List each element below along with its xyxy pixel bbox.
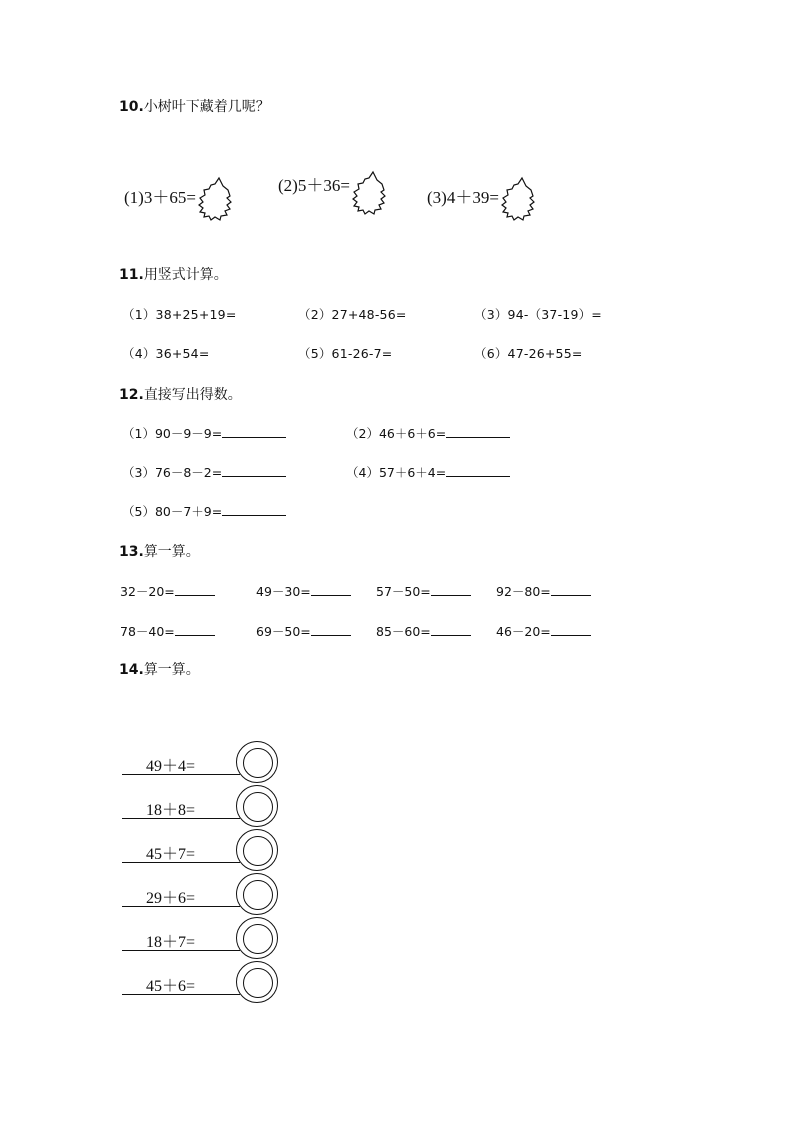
double-circle-icon[interactable]	[236, 917, 278, 959]
answer-circle[interactable]	[243, 748, 273, 778]
leaf-icon	[197, 176, 233, 222]
double-circle-icon[interactable]	[236, 829, 278, 871]
q12-item-1	[122, 424, 286, 442]
q11-item-3: （3）94-（37-19）=	[474, 307, 602, 322]
q13-expression: 69－50=	[256, 624, 311, 639]
q12-item-3	[122, 463, 286, 481]
q12-expression: （2）46＋6＋6=	[346, 426, 447, 441]
q13-expression: 78－40=	[120, 624, 175, 639]
q13-item-6	[256, 622, 351, 640]
q14-row-6	[122, 961, 284, 1007]
q11-item-4: （4）36+54=	[122, 346, 210, 361]
answer-circle[interactable]	[243, 792, 273, 822]
q13-item-3	[376, 582, 471, 600]
q14-row-5	[122, 917, 284, 963]
q13-item-7	[376, 622, 471, 640]
answer-blank[interactable]	[431, 623, 471, 636]
q14-number: 14.	[119, 662, 144, 678]
leaf-icon	[500, 176, 536, 222]
double-circle-icon[interactable]	[236, 961, 278, 1003]
q13-title-text: 算一算。	[143, 544, 200, 560]
q13-item-2	[256, 582, 351, 600]
q14-expression: 49＋4=	[146, 758, 196, 775]
q12-expression: （4）57＋6＋4=	[346, 465, 447, 480]
q10-expression: (1)3＋65=	[124, 188, 196, 207]
q14-row-3	[122, 829, 284, 875]
answer-blank[interactable]	[446, 464, 510, 477]
q14-row-2	[122, 785, 284, 831]
q11-number: 11.	[119, 267, 144, 283]
q11-item-6: （6）47-26+55=	[474, 346, 583, 361]
q11-title	[119, 264, 228, 284]
q10-expression: (3)4＋39=	[427, 188, 499, 207]
q13-expression: 46－20=	[496, 624, 551, 639]
answer-blank[interactable]	[311, 623, 351, 636]
answer-circle[interactable]	[243, 968, 273, 998]
answer-blank[interactable]	[175, 623, 215, 636]
answer-blank[interactable]	[551, 583, 591, 596]
q14-expression: 45＋6=	[146, 978, 196, 995]
q13-title	[119, 541, 200, 561]
q13-expression: 57－50=	[376, 584, 431, 599]
q14-title	[119, 659, 200, 679]
q14-expression: 18＋7=	[146, 934, 196, 951]
q10-item-1	[124, 176, 233, 222]
q13-item-5	[120, 622, 215, 640]
q12-number: 12.	[119, 387, 144, 403]
q10-title	[119, 96, 270, 116]
q12-item-2	[346, 424, 510, 442]
q14-expression: 29＋6=	[146, 890, 196, 907]
answer-blank[interactable]	[222, 425, 286, 438]
answer-blank[interactable]	[551, 623, 591, 636]
q12-item-5	[122, 502, 286, 520]
q10-number: 10.	[119, 99, 144, 115]
double-circle-icon[interactable]	[236, 873, 278, 915]
q11-item-5: （5）61-26-7=	[298, 346, 393, 361]
q13-expression: 49－30=	[256, 584, 311, 599]
q12-title	[119, 384, 242, 404]
answer-circle[interactable]	[243, 924, 273, 954]
q14-row-1	[122, 741, 284, 787]
q13-item-8	[496, 622, 591, 640]
q11-item-1: （1）38+25+19=	[122, 307, 237, 322]
q14-row-4	[122, 873, 284, 919]
q14-title-text: 算一算。	[143, 662, 200, 678]
answer-circle[interactable]	[243, 880, 273, 910]
q13-expression: 85－60=	[376, 624, 431, 639]
q14-expression: 45＋7=	[146, 846, 196, 863]
answer-blank[interactable]	[222, 503, 286, 516]
q13-expression: 32－20=	[120, 584, 175, 599]
answer-blank[interactable]	[222, 464, 286, 477]
answer-blank[interactable]	[431, 583, 471, 596]
answer-blank[interactable]	[311, 583, 351, 596]
q12-expression: （5）80－7＋9=	[122, 504, 223, 519]
double-circle-icon[interactable]	[236, 741, 278, 783]
q10-item-2	[278, 170, 387, 216]
q10-title-text: 小树叶下藏着几呢？	[143, 99, 270, 115]
q12-expression: （1）90－9－9=	[122, 426, 223, 441]
q13-item-1	[120, 582, 215, 600]
q12-expression: （3）76－8－2=	[122, 465, 223, 480]
leaf-icon	[351, 170, 387, 216]
q13-number: 13.	[119, 544, 144, 560]
q12-item-4	[346, 463, 510, 481]
answer-blank[interactable]	[446, 425, 510, 438]
q10-item-3	[427, 176, 536, 222]
q13-item-4	[496, 582, 591, 600]
q12-title-text: 直接写出得数。	[143, 387, 242, 403]
q14-expression: 18＋8=	[146, 802, 196, 819]
double-circle-icon[interactable]	[236, 785, 278, 827]
q11-title-text: 用竖式计算。	[143, 267, 228, 283]
q11-item-2: （2）27+48-56=	[298, 307, 407, 322]
q10-expression: (2)5＋36=	[278, 176, 350, 195]
answer-blank[interactable]	[175, 583, 215, 596]
answer-circle[interactable]	[243, 836, 273, 866]
q13-expression: 92－80=	[496, 584, 551, 599]
